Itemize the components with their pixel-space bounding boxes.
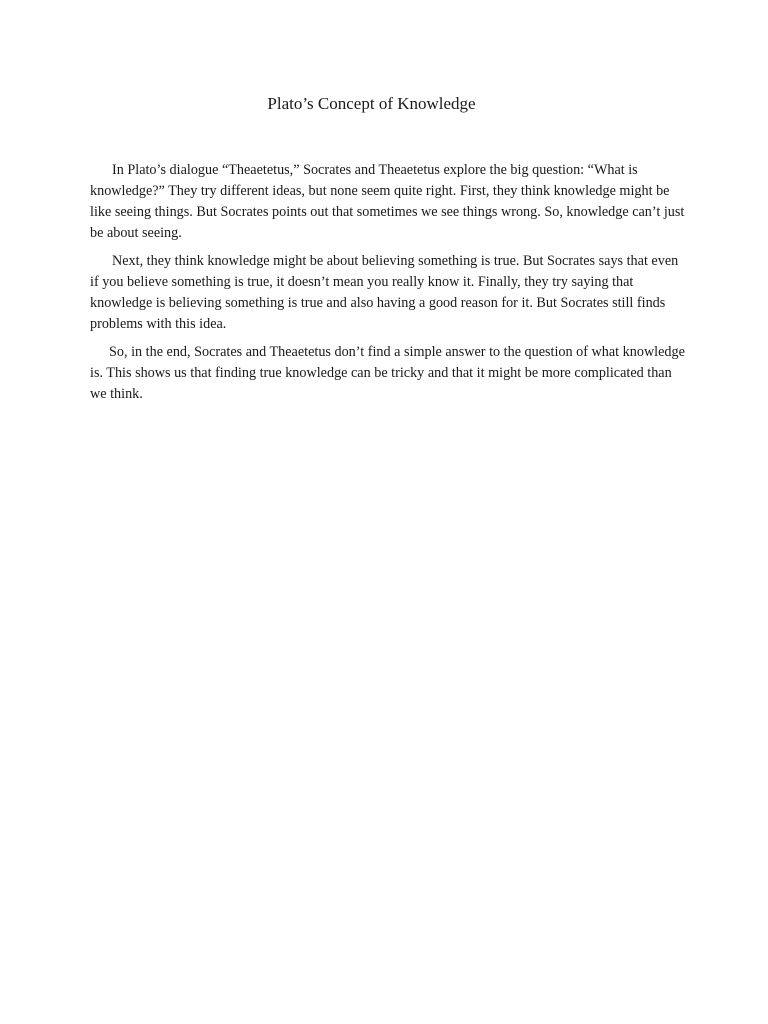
document-title: Plato’s Concept of Knowledge <box>267 94 476 113</box>
document-body <box>90 160 690 412</box>
paragraph-3: So, in the end, Socrates and Theaetetus don’t find a simple answer to the question of what knowledge is. This shows us that finding true knowledge can be tricky and that it might be more complicated than we think. <box>90 344 685 402</box>
paragraph-2: Next, they think knowledge might be about believing something is true. But Socrates says that even if you believe something is true, it doesn’t mean you really know it. Finally, they try saying that knowledge is believing something is true and also having a good reason for it. But Socrates still finds problems with this idea. <box>90 253 679 332</box>
paragraph-1: In Plato’s dialogue “Theaetetus,” Socrates and Theaetetus explore the big question: “What is knowledge?” They try different ideas, but none seem quite right. First, they think knowledge might be like seeing things. But Socrates points out that sometimes we see things wrong. So, knowledge can’t just be about seeing. <box>90 162 685 241</box>
